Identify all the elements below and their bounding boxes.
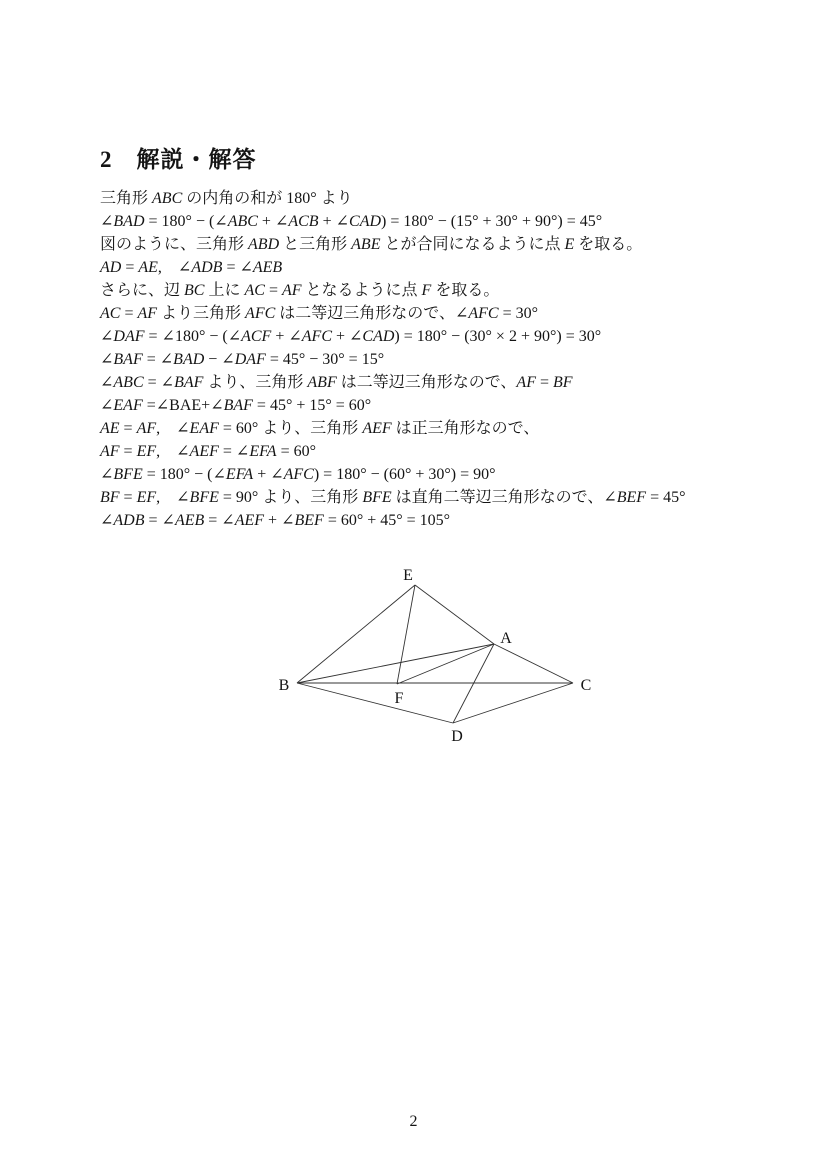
vertex-label-F: F [394, 690, 404, 707]
vertex-label-C: C [580, 677, 592, 694]
segment-BE [297, 585, 415, 683]
solution-line: AD = AE, ∠ADB = ∠AEB [100, 259, 283, 276]
section-number: 2 [100, 147, 112, 172]
vertex-label-B: B [278, 677, 290, 694]
solution-line: BF = EF, ∠BFE = 90° より、三角形 BFE は直角二等辺三角形なので、∠BEF = 45° [100, 489, 686, 506]
solution-line: ∠BAD = 180° − (∠ABC + ∠ACB + ∠CAD) = 180° − (15° + 30° + 90°) = 45° [100, 213, 603, 230]
section-title: 解説・解答 [136, 146, 257, 172]
solution-line: ∠BAF = ∠BAD − ∠DAF = 45° − 30° = 15° [100, 351, 385, 368]
solution-text-block [100, 187, 685, 532]
solution-line: さらに、辺 BC 上に AC = AF となるように点 F を取る。 [100, 282, 500, 299]
vertex-label-E: E [403, 567, 413, 584]
solution-line: 三角形 ABC の内角の和が 180° より [100, 190, 353, 207]
solution-line: ∠DAF = ∠180° − (∠ACF + ∠AFC + ∠CAD) = 180° − (30° × 2 + 90°) = 30° [100, 328, 602, 345]
solution-line: ∠BFE = 180° − (∠EFA + ∠AFC) = 180° − (60° + 30°) = 90° [100, 466, 496, 483]
segment-BD [297, 683, 453, 723]
geometry-figure [260, 555, 620, 755]
segment-AC [494, 644, 573, 683]
solution-line: 図のように、三角形 ABD と三角形 ABE とが合同になるように点 E を取る。 [100, 236, 643, 253]
segment-BA [297, 644, 494, 683]
solution-line: ∠ADB = ∠AEB = ∠AEF + ∠BEF = 60° + 45° = 105° [100, 512, 451, 529]
section-heading [100, 141, 257, 174]
vertex-label-D: D [451, 728, 463, 745]
solution-line: ∠EAF =∠BAE+∠BAF = 45° + 15° = 60° [100, 397, 372, 414]
solution-line: ∠ABC = ∠BAF より、三角形 ABF は二等辺三角形なので、AF = BF [100, 374, 573, 391]
solution-line: AF = EF, ∠AEF = ∠EFA = 60° [100, 443, 316, 460]
segment-EA [415, 585, 494, 644]
vertex-label-A: A [500, 630, 512, 647]
segment-FA [397, 644, 494, 684]
segment-EF [397, 585, 415, 684]
solution-line: AE = AF, ∠EAF = 60° より、三角形 AEF は正三角形なので、 [100, 420, 540, 437]
page-number: 2 [409, 1113, 418, 1130]
solution-line: AC = AF より三角形 AFC は二等辺三角形なので、∠AFC = 30° [100, 305, 538, 322]
